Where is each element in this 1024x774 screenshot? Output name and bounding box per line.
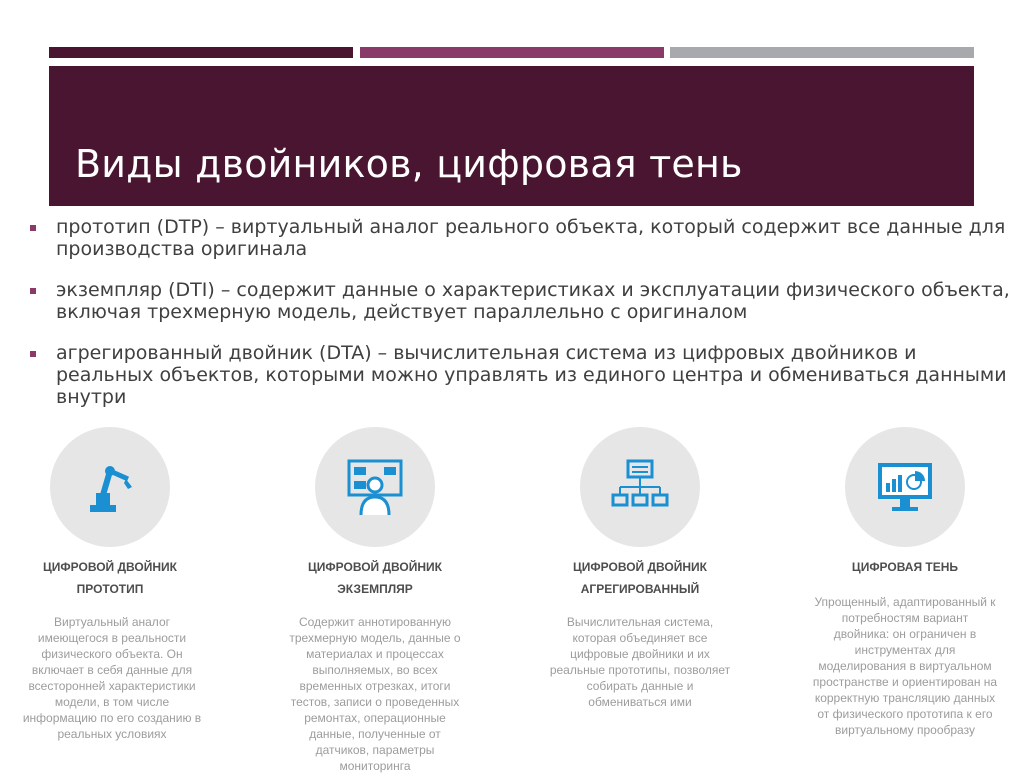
- bullet-text: прототип (DTP) – виртуальный аналог реального объекта, который содержит все данные для производства оригинала: [56, 216, 1006, 260]
- title-banner: [49, 66, 974, 206]
- bullet-item: [30, 279, 1010, 323]
- robot-arm-icon: [80, 457, 140, 517]
- analytics-monitor-icon: [875, 457, 935, 517]
- top-bar-gray: [670, 47, 974, 58]
- top-bar-dark: [49, 47, 353, 58]
- bullet-list: [30, 216, 1010, 427]
- bullet-item: [30, 342, 1010, 408]
- icon-circle: [315, 427, 435, 547]
- card-description: Вычислительная система, которая объединяет все цифровые двойники и их реальные прототипы, позволяет собирать данные и обмениваться ими: [549, 615, 731, 709]
- card-title-line1: ЦИФРОВОЙ ДВОЙНИК: [308, 560, 442, 574]
- card-title-line1: ЦИФРОВОЙ ДВОЙНИК: [573, 560, 707, 574]
- operator-screen-icon: [345, 457, 405, 517]
- icon-circle: [580, 427, 700, 547]
- card-description: Содержит аннотированную трехмерную модель, данные о материалах и процессах выполняемых, во всех временных отрезках, итоги тестов, записи о проведенных ремонтах, операционные данные, полученные от датчиков, параметры мониторинга: [289, 615, 461, 773]
- bullet-square-icon: [30, 225, 36, 231]
- network-hierarchy-icon: [610, 457, 670, 517]
- card-title-line2: ПРОТОТИП: [76, 582, 144, 596]
- bullet-text: экземпляр (DTI) – содержит данные о характеристиках и эксплуатации физического объекта, включая трехмерную модель, действует параллельно с оригиналом: [56, 279, 1010, 323]
- card-title-line2: ЭКЗЕМПЛЯР: [337, 582, 413, 596]
- card-title-line2: АГРЕГИРОВАННЫЙ: [580, 582, 700, 596]
- bullet-square-icon: [30, 351, 36, 357]
- top-bar-accent: [360, 47, 664, 58]
- slide-title: Виды двойников, цифровая тень: [75, 142, 743, 186]
- card-title-line1: ЦИФРОВОЙ ДВОЙНИК: [43, 560, 177, 574]
- bullet-square-icon: [30, 288, 36, 294]
- bullet-item: [30, 216, 1010, 260]
- icon-circle: [50, 427, 170, 547]
- card-title-line1: ЦИФРОВАЯ ТЕНЬ: [851, 560, 959, 574]
- bullet-text: агрегированный двойник (DTA) – вычислительная система из цифровых двойников и реальных объектов, которыми можно управлять из единого центра и обмениваться данными внутри: [56, 342, 1007, 408]
- card-description: Виртуальный аналог имеющегося в реальности физического объекта. Он включает в себя данные для всесторонней характеристики модели, в том числе информацию по его созданию в реальных условиях: [22, 615, 202, 741]
- card-description: Упрощенный, адаптированный к потребностям вариант двойника: он ограничен в инструментах для моделирования в виртуальном пространстве и ориентирован на корректную трансляцию данных от физического прототипа к его виртуальному прообразу: [812, 595, 998, 737]
- icon-circle: [845, 427, 965, 547]
